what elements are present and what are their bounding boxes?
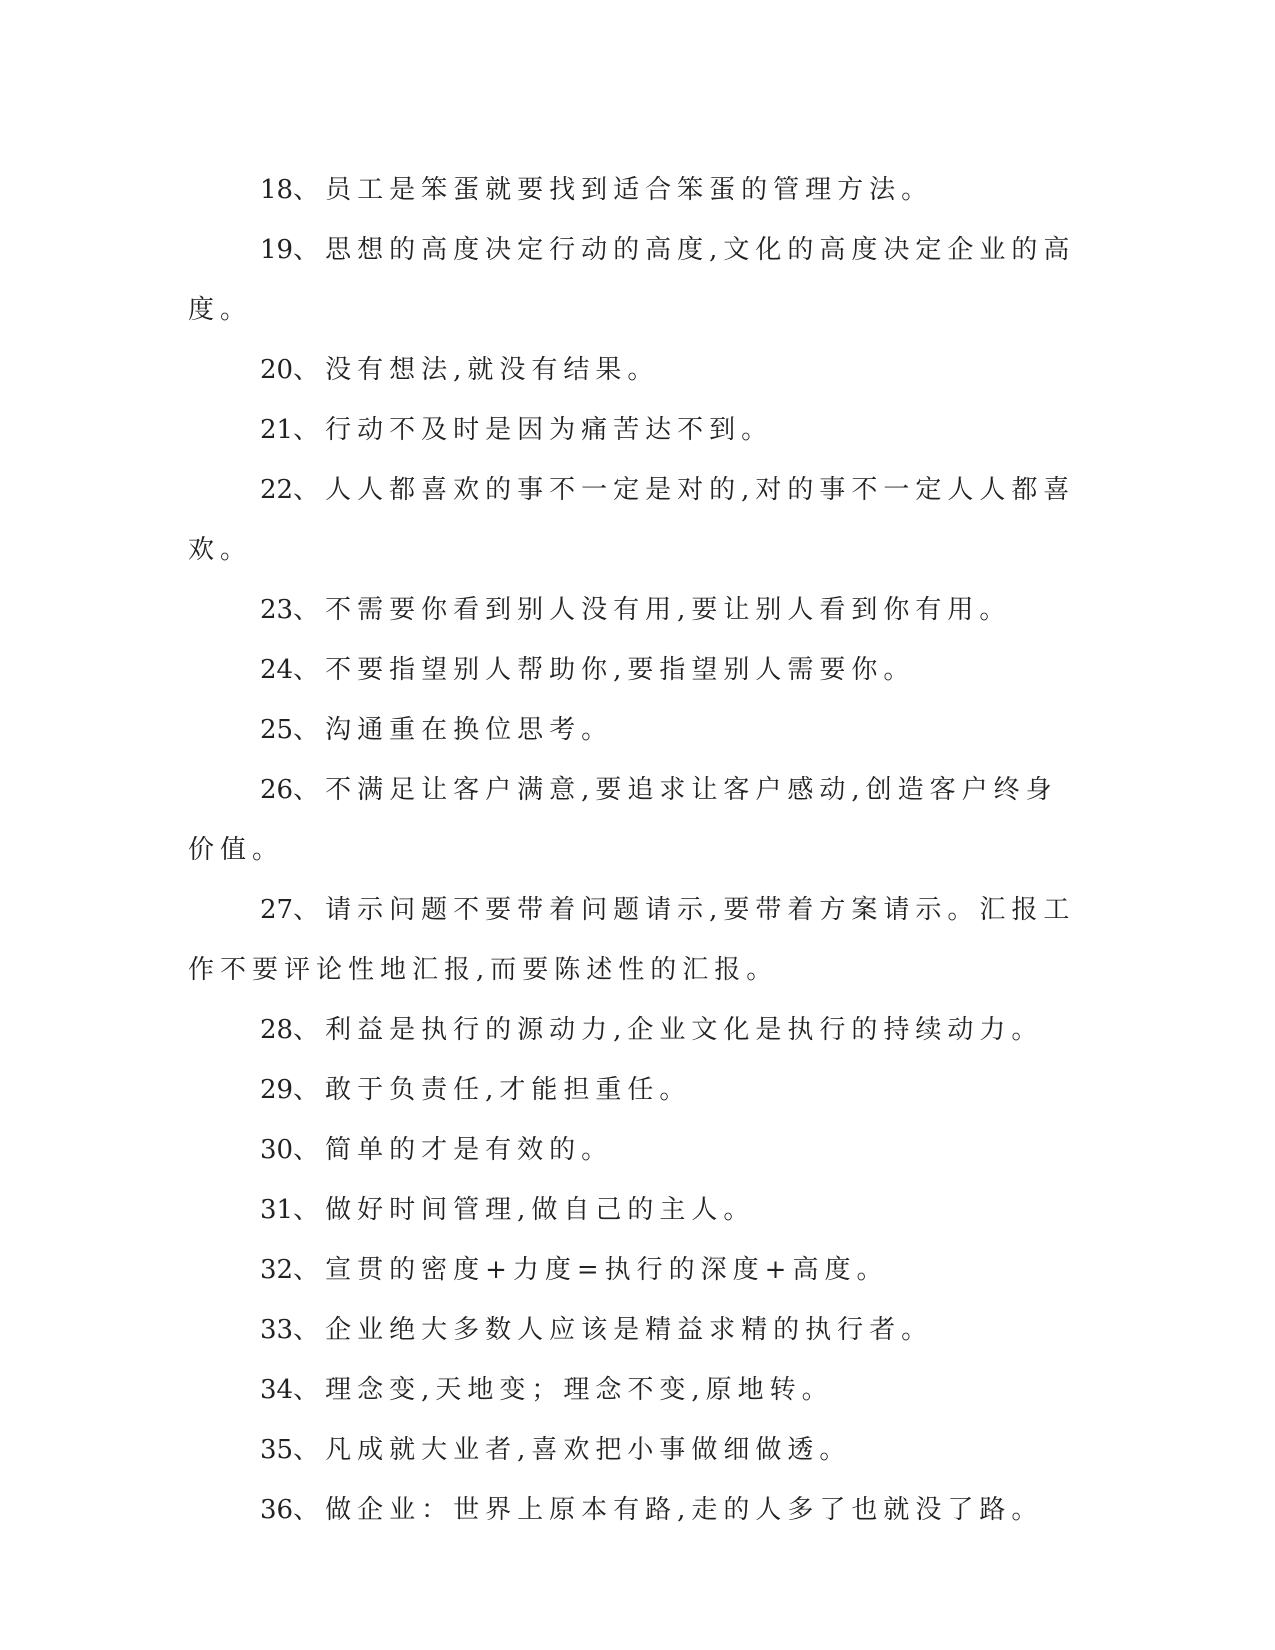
- paragraph-25: [188, 700, 1088, 760]
- paragraph-34: [188, 1360, 1088, 1420]
- item-number: 19: [260, 235, 294, 265]
- paragraph-23: [188, 580, 1088, 640]
- item-text: 、没有想法,就没有结果。: [293, 355, 660, 385]
- paragraph-33: [188, 1300, 1088, 1360]
- item-text: 、敢于负责任,才能担重任。: [293, 1075, 692, 1105]
- item-number: 31: [260, 1195, 294, 1225]
- item-text: 、做好时间管理,做自己的主人。: [293, 1195, 756, 1225]
- item-text: 、行动不及时是因为痛苦达不到。: [293, 415, 774, 445]
- item-number: 34: [260, 1375, 294, 1405]
- item-number: 22: [260, 475, 294, 505]
- paragraph-22: [188, 460, 1088, 580]
- paragraph-28: [188, 1000, 1088, 1060]
- item-number: 36: [260, 1495, 294, 1525]
- paragraph-35: [188, 1420, 1088, 1480]
- item-text: 、不要指望别人帮助你,要指望别人需要你。: [293, 655, 916, 685]
- item-text: 、宣贯的密度+力度=执行的深度+高度。: [293, 1255, 889, 1285]
- paragraph-26: [188, 760, 1088, 880]
- item-number: 23: [260, 595, 294, 625]
- item-number: 28: [260, 1015, 294, 1045]
- item-number: 20: [260, 355, 294, 385]
- item-number: 25: [260, 715, 294, 745]
- paragraph-36: [188, 1480, 1088, 1540]
- item-number: 32: [260, 1255, 294, 1285]
- item-text: 、不需要你看到别人没有用,要让别人看到你有用。: [293, 595, 1012, 625]
- item-number: 27: [260, 895, 294, 925]
- item-number: 24: [260, 655, 294, 685]
- item-text: 、人人都喜欢的事不一定是对的,对的事不一定人人都喜欢。: [188, 475, 1076, 565]
- item-number: 33: [260, 1315, 294, 1345]
- item-text: 、凡成就大业者,喜欢把小事做细做透。: [293, 1435, 852, 1465]
- item-text: 、利益是执行的源动力,企业文化是执行的持续动力。: [293, 1015, 1044, 1045]
- item-text: 、企业绝大多数人应该是精益求精的执行者。: [293, 1315, 934, 1345]
- paragraph-18: [188, 160, 1088, 220]
- item-number: 18: [260, 175, 294, 205]
- item-number: 35: [260, 1435, 294, 1465]
- document-body: [188, 160, 1088, 1540]
- item-text: 、请示问题不要带着问题请示,要带着方案请示。汇报工作不要评论性地汇报,而要陈述性的汇报。: [188, 895, 1076, 985]
- item-number: 30: [260, 1135, 294, 1165]
- paragraph-29: [188, 1060, 1088, 1120]
- paragraph-19: [188, 220, 1088, 340]
- item-number: 26: [260, 775, 294, 805]
- item-text: 、员工是笨蛋就要找到适合笨蛋的管理方法。: [293, 175, 934, 205]
- paragraph-27: [188, 880, 1088, 1000]
- item-text: 、简单的才是有效的。: [293, 1135, 614, 1165]
- paragraph-30: [188, 1120, 1088, 1180]
- paragraph-24: [188, 640, 1088, 700]
- item-number: 21: [260, 415, 294, 445]
- item-text: 、沟通重在换位思考。: [293, 715, 614, 745]
- item-text: 、理念变,天地变；理念不变,原地转。: [293, 1375, 834, 1405]
- item-number: 29: [260, 1075, 294, 1105]
- paragraph-20: [188, 340, 1088, 400]
- item-text: 、不满足让客户满意,要追求让客户感动,创造客户终身价值。: [188, 775, 1058, 865]
- item-text: 、做企业：世界上原本有路,走的人多了也就没了路。: [293, 1495, 1044, 1525]
- paragraph-32: [188, 1240, 1088, 1300]
- item-text: 、思想的高度决定行动的高度,文化的高度决定企业的高度。: [188, 235, 1076, 325]
- paragraph-21: [188, 400, 1088, 460]
- paragraph-31: [188, 1180, 1088, 1240]
